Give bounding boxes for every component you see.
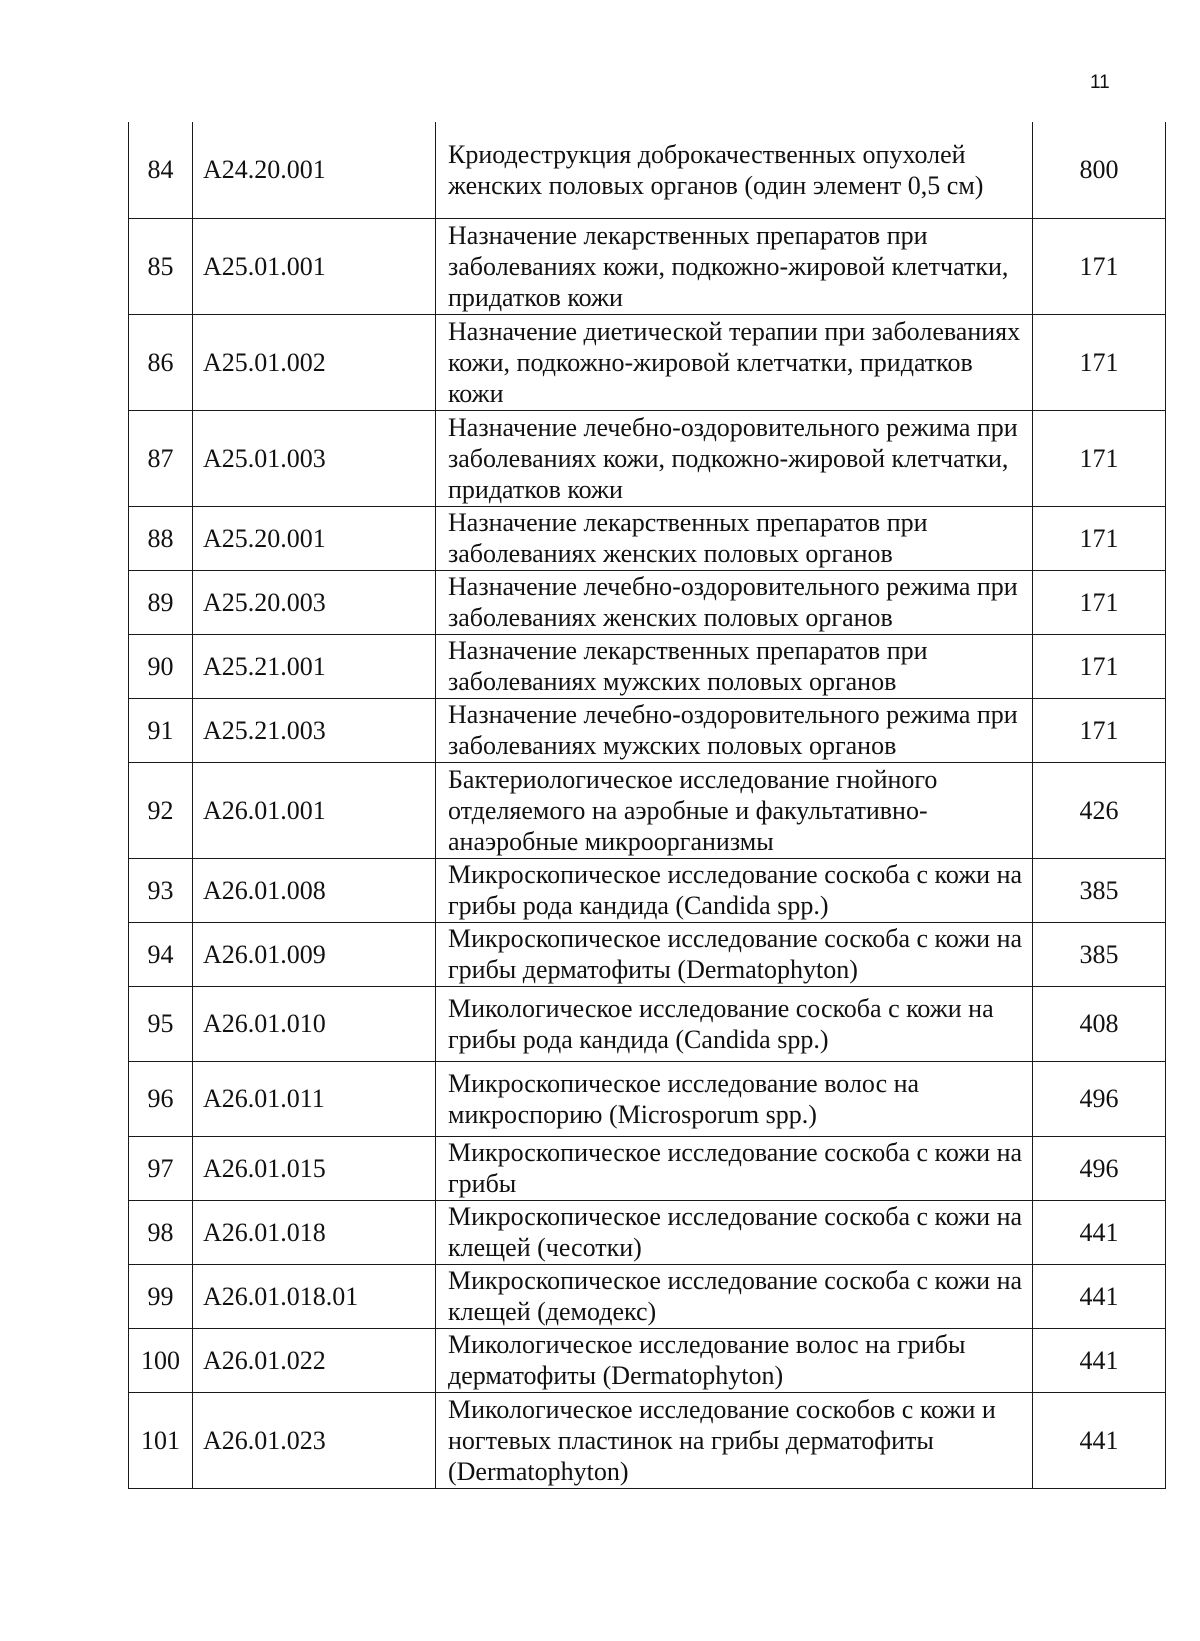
price-table-body — [129, 122, 1166, 1488]
service-price: 426 — [1033, 762, 1166, 858]
row-number: 88 — [129, 506, 193, 570]
row-number: 90 — [129, 634, 193, 698]
row-number: 98 — [129, 1200, 193, 1264]
table-row — [129, 314, 1166, 410]
service-price: 171 — [1033, 570, 1166, 634]
service-code: А25.21.001 — [193, 634, 436, 698]
service-code: А25.01.003 — [193, 410, 436, 506]
row-number: 95 — [129, 986, 193, 1061]
service-code: А26.01.008 — [193, 858, 436, 922]
service-name: Микроскопическое исследование соскоба с кожи на клещей (чесотки) — [436, 1200, 1033, 1264]
table-row — [129, 922, 1166, 986]
service-name: Микологическое исследование волос на грибы дерматофиты (Dermatophyton) — [436, 1328, 1033, 1392]
service-name: Криодеструкция доброкачественных опухолей женских половых органов (один элемент 0,5 см) — [436, 122, 1033, 218]
service-price: 385 — [1033, 858, 1166, 922]
service-code: А26.01.018 — [193, 1200, 436, 1264]
table-row — [129, 858, 1166, 922]
service-name: Микроскопическое исследование волос на микроспорию (Microsporum spp.) — [436, 1061, 1033, 1136]
table-row — [129, 634, 1166, 698]
service-name: Микроскопическое исследование соскоба с кожи на грибы дерматофиты (Dermatophyton) — [436, 922, 1033, 986]
row-number: 99 — [129, 1264, 193, 1328]
table-row — [129, 506, 1166, 570]
service-name: Микроскопическое исследование соскоба с кожи на грибы — [436, 1136, 1033, 1200]
row-number: 84 — [129, 122, 193, 218]
row-number: 94 — [129, 922, 193, 986]
service-price: 171 — [1033, 218, 1166, 314]
service-name: Назначение лечебно-оздоровительного режима при заболеваниях мужских половых органов — [436, 698, 1033, 762]
service-code: А26.01.011 — [193, 1061, 436, 1136]
service-code: А24.20.001 — [193, 122, 436, 218]
table-row — [129, 1328, 1166, 1392]
row-number: 100 — [129, 1328, 193, 1392]
table-row — [129, 122, 1166, 218]
row-number: 92 — [129, 762, 193, 858]
service-code: А25.20.001 — [193, 506, 436, 570]
service-code: А26.01.023 — [193, 1392, 436, 1488]
row-number: 86 — [129, 314, 193, 410]
row-number: 89 — [129, 570, 193, 634]
service-price: 441 — [1033, 1328, 1166, 1392]
service-code: А26.01.009 — [193, 922, 436, 986]
service-name: Микологическое исследование соскобов с кожи и ногтевых пластинок на грибы дерматофиты (Dermatophyton) — [436, 1392, 1033, 1488]
row-number: 101 — [129, 1392, 193, 1488]
service-price: 171 — [1033, 634, 1166, 698]
service-name: Назначение лечебно-оздоровительного режима при заболеваниях женских половых органов — [436, 570, 1033, 634]
service-price: 171 — [1033, 410, 1166, 506]
service-name: Микроскопическое исследование соскоба с кожи на клещей (демодекс) — [436, 1264, 1033, 1328]
service-code: А25.01.002 — [193, 314, 436, 410]
service-name: Микроскопическое исследование соскоба с кожи на грибы рода кандида (Candida spp.) — [436, 858, 1033, 922]
service-price: 171 — [1033, 314, 1166, 410]
service-code: А26.01.022 — [193, 1328, 436, 1392]
service-name: Микологическое исследование соскоба с кожи на грибы рода кандида (Candida spp.) — [436, 986, 1033, 1061]
service-price: 496 — [1033, 1136, 1166, 1200]
table-row — [129, 1136, 1166, 1200]
table-row — [129, 762, 1166, 858]
service-price: 800 — [1033, 122, 1166, 218]
service-name: Назначение диетической терапии при заболеваниях кожи, подкожно-жировой клетчатки, придатков кожи — [436, 314, 1033, 410]
service-price: 385 — [1033, 922, 1166, 986]
table-row — [129, 410, 1166, 506]
table-row — [129, 986, 1166, 1061]
row-number: 91 — [129, 698, 193, 762]
service-price: 441 — [1033, 1264, 1166, 1328]
row-number: 87 — [129, 410, 193, 506]
service-name: Назначение лекарственных препаратов при заболеваниях кожи, подкожно-жировой клетчатки, придатков кожи — [436, 218, 1033, 314]
service-code: А26.01.018.01 — [193, 1264, 436, 1328]
service-price: 441 — [1033, 1392, 1166, 1488]
service-code: А25.01.001 — [193, 218, 436, 314]
row-number: 96 — [129, 1061, 193, 1136]
service-price: 171 — [1033, 698, 1166, 762]
service-code: А25.20.003 — [193, 570, 436, 634]
table-row — [129, 218, 1166, 314]
service-price: 171 — [1033, 506, 1166, 570]
service-code: А26.01.010 — [193, 986, 436, 1061]
service-price: 496 — [1033, 1061, 1166, 1136]
table-row — [129, 570, 1166, 634]
table-row — [129, 698, 1166, 762]
table-row — [129, 1264, 1166, 1328]
service-name: Назначение лечебно-оздоровительного режима при заболеваниях кожи, подкожно-жировой клетчатки, придатков кожи — [436, 410, 1033, 506]
row-number: 97 — [129, 1136, 193, 1200]
service-code: А26.01.001 — [193, 762, 436, 858]
service-name: Назначение лекарственных препаратов при заболеваниях женских половых органов — [436, 506, 1033, 570]
table-row — [129, 1200, 1166, 1264]
row-number: 85 — [129, 218, 193, 314]
service-code: А25.21.003 — [193, 698, 436, 762]
table-row — [129, 1061, 1166, 1136]
row-number: 93 — [129, 858, 193, 922]
service-name: Назначение лекарственных препаратов при заболеваниях мужских половых органов — [436, 634, 1033, 698]
service-price: 441 — [1033, 1200, 1166, 1264]
page-number: 11 — [1090, 72, 1110, 93]
service-name: Бактериологическое исследование гнойного отделяемого на аэробные и факультативно-анаэробные микроорганизмы — [436, 762, 1033, 858]
service-code: А26.01.015 — [193, 1136, 436, 1200]
service-price: 408 — [1033, 986, 1166, 1061]
price-table — [128, 122, 1166, 1489]
table-row — [129, 1392, 1166, 1488]
